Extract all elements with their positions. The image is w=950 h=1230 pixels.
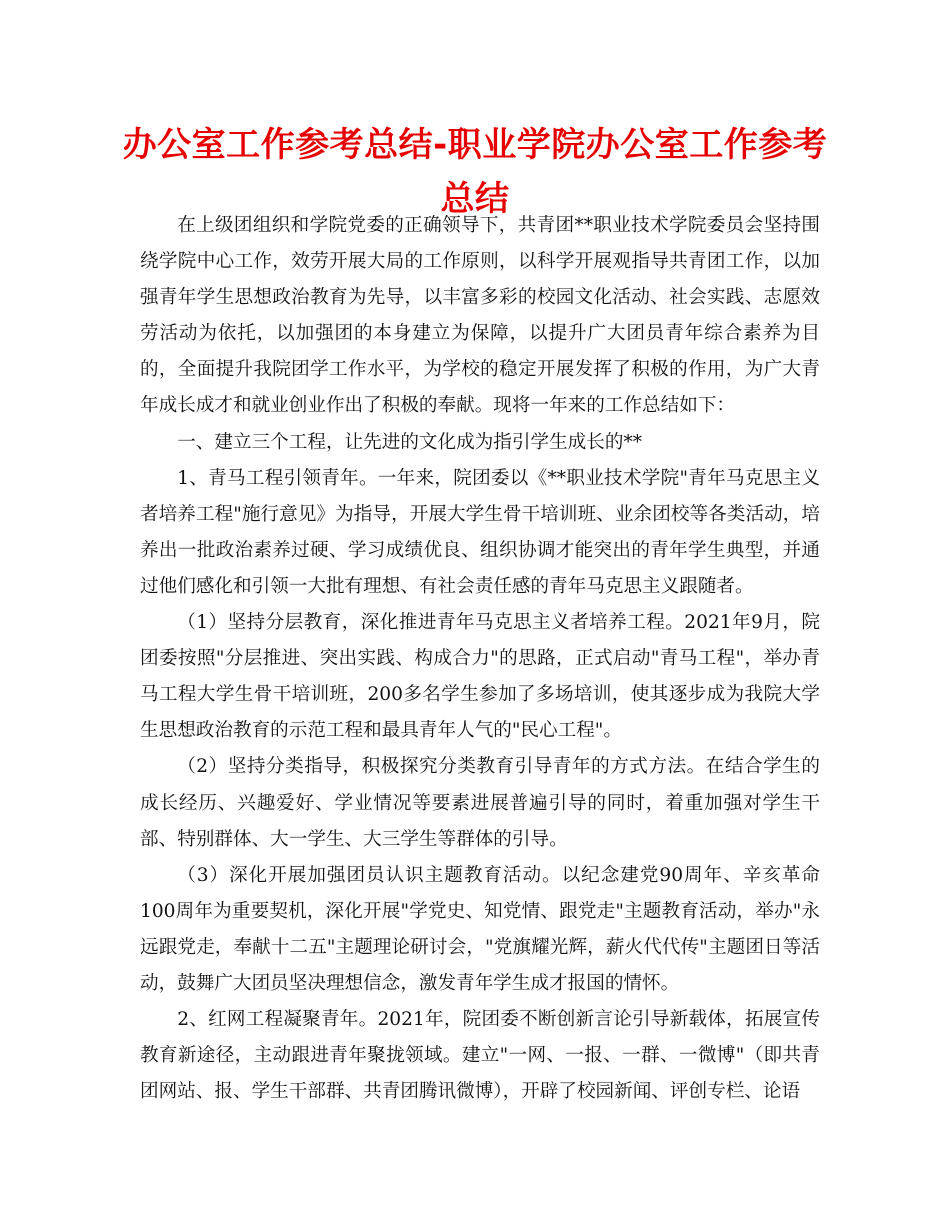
item-paragraph-1: 1、青马工程引领青年。一年来，院团委以《**职业技术学院"青年马克思主义者培养工程"施行意见》为指导，开展大学生骨干培训班、业余团校等各类活动，培养出一批政治素养过硬、学习成绩优良、组织协调才能突出的青年学生典型，并通过他们感化和引领一大批有理想、有社会责任感的青年马克思主义跟随者。 bbox=[140, 467, 820, 597]
document-body bbox=[140, 208, 820, 1110]
subitem-paragraph-2: （2）坚持分类指导，积极探究分类教育引导青年的方式方法。在结合学生的成长经历、兴趣爱好、学业情况等要素进展普遍引导的同时，着重加强对学生干部、特别群体、大一学生、大三学生等群体的引导。 bbox=[140, 756, 820, 850]
subitem-paragraph-1: （1）坚持分层教育，深化推进青年马克思主义者培养工程。2021年9月，院团委按照"分层推进、突出实践、构成合力"的思路，正式启动"青马工程"，举办青马工程大学生骨干培训班，200多名学生参加了多场培训，使其逐步成为我院大学生思想政治教育的示范工程和最具青年人气的"民心工程"。 bbox=[140, 612, 820, 742]
item-paragraph-2: 2、红网工程凝聚青年。2021年，院团委不断创新言论引导新载体，拓展宣传教育新途径，主动跟进青年聚拢领域。建立"一网、一报、一群、一微博"（即共青团网站、报、学生干部群、共青团腾讯微博），开辟了校园新闻、评创专栏、论语 bbox=[140, 1009, 820, 1103]
intro-paragraph: 在上级团组织和学院党委的正确领导下，共青团**职业技术学院委员会坚持围绕学院中心工作，效劳开展大局的工作原则，以科学开展观指导共青团工作，以加强青年学生思想政治教育为先导，以丰富多彩的校园文化活动、社会实践、志愿效劳活动为依托，以加强团的本身建立为保障，以提升广大团员青年综合素养为目的，全面提升我院团学工作水平，为学校的稳定开展发挥了积极的作用，为广大青年成长成才和就业创业作出了积极的奉献。现将一年来的工作总结如下： bbox=[140, 215, 820, 417]
section-heading-1: 一、建立三个工程，让先进的文化成为指引学生成长的** bbox=[177, 431, 643, 453]
subitem-paragraph-3: （3）深化开展加强团员认识主题教育活动。以纪念建党90周年、辛亥革命100周年为重要契机，深化开展"学党史、知党情、跟党走"主题教育活动，举办"永远跟党走，奉献十二五"主题理论研讨会，"党旗耀光辉，薪火代代传"主题团日等活动，鼓舞广大团员坚决理想信念，激发青年学生成才报国的情怀。 bbox=[140, 864, 820, 994]
document-title: 办公室工作参考总结-职业学院办公室工作参考总结 bbox=[122, 125, 828, 219]
